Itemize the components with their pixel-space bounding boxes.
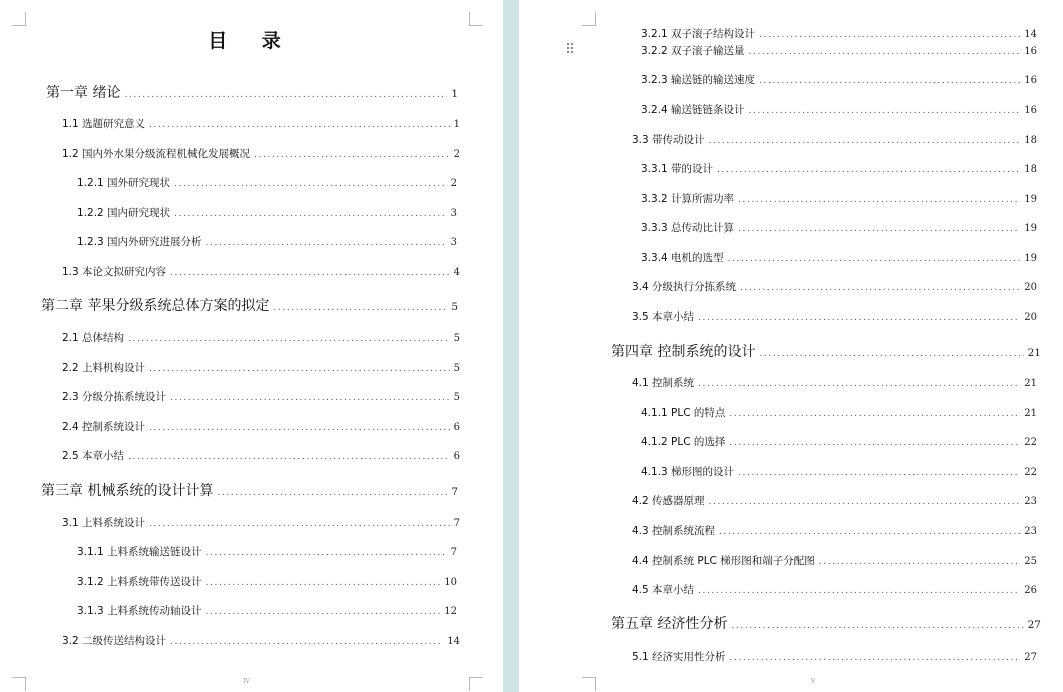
toc-dot-leader: [206, 578, 441, 588]
toc-entry-page: 16: [1024, 105, 1037, 116]
toc-entry[interactable]: [641, 43, 1037, 58]
toc-entry[interactable]: [632, 582, 1037, 597]
toc-entry[interactable]: [632, 553, 1037, 568]
toc-entry-title: 2.1 总体结构: [62, 332, 125, 344]
toc-entry[interactable]: [62, 330, 460, 345]
toc-entry-title: 3.5 本章小结: [632, 311, 695, 323]
toc-entry[interactable]: [632, 309, 1037, 324]
toc-dot-leader: [740, 283, 1020, 293]
toc-entry-title: 3.2.1 双子滚子结构设计: [641, 28, 756, 40]
toc-title: 目 录: [208, 30, 295, 52]
toc-entry-page: 1: [453, 119, 460, 130]
toc-dot-leader: [149, 364, 450, 374]
toc-entry-page: 19: [1024, 253, 1037, 264]
toc-entry-page: 5: [451, 301, 458, 313]
toc-dot-leader: [273, 303, 447, 313]
toc-entry-title: 4.5 本章小结: [632, 584, 695, 596]
crop-mark: [469, 677, 483, 691]
toc-entry-title: 2.3 分级分拣系统设计: [62, 391, 167, 403]
toc-entry[interactable]: [632, 493, 1037, 508]
toc-entry-title: 第二章 苹果分级系统总体方案的拟定: [41, 298, 270, 314]
toc-entry-page: 10: [444, 577, 457, 588]
toc-entry[interactable]: [77, 603, 457, 618]
toc-entry-page: 6: [453, 422, 460, 433]
toc-entry-title: 3.2.4 输送链链条设计: [641, 104, 745, 116]
toc-entry[interactable]: [641, 161, 1037, 176]
toc-entry[interactable]: [62, 116, 460, 131]
toc-entry-page: 5: [453, 392, 460, 403]
toc-entry-title: 3.1.1 上料系统输送链设计: [77, 546, 202, 558]
toc-entry[interactable]: [77, 205, 457, 220]
toc-dot-leader: [759, 349, 1023, 359]
toc-entry[interactable]: [611, 341, 1041, 361]
toc-dot-leader: [717, 165, 1020, 175]
toc-entry-page: 5: [453, 333, 460, 344]
toc-entry[interactable]: [77, 544, 457, 559]
toc-entry-title: 第一章 绪论: [46, 85, 121, 101]
toc-entry-title: 4.4 控制系统 PLC 梯形图和端子分配图: [632, 555, 815, 567]
toc-dot-leader: [206, 238, 447, 248]
toc-dot-leader: [730, 653, 1021, 663]
toc-entry-title: 5.1 经济实用性分析: [632, 651, 726, 663]
toc-entry[interactable]: [77, 574, 457, 589]
toc-dot-leader: [738, 224, 1020, 234]
toc-dot-leader: [174, 209, 447, 219]
toc-dot-leader: [709, 497, 1021, 507]
toc-entry-title: 2.4 控制系统设计: [62, 421, 146, 433]
page-number-left: IV: [243, 678, 250, 685]
toc-entry[interactable]: [641, 191, 1037, 206]
document-page-right: [519, 0, 1063, 692]
toc-entry-page: 18: [1024, 164, 1037, 175]
crop-mark: [469, 12, 483, 26]
toc-entry-title: 1.2.3 国内外研究进展分析: [77, 236, 202, 248]
toc-entry-title: 第三章 机械系统的设计计算: [41, 483, 214, 499]
toc-entry-page: 21: [1024, 408, 1037, 419]
toc-dot-leader: [759, 30, 1020, 40]
toc-entry-title: 1.1 选题研究意义: [62, 118, 146, 130]
crop-mark: [12, 12, 26, 26]
toc-entry-title: 3.3.3 总传动比计算: [641, 222, 735, 234]
toc-entry-page: 19: [1024, 223, 1037, 234]
toc-dot-leader: [738, 195, 1020, 205]
toc-entry-title: 1.2.1 国外研究现状: [77, 177, 171, 189]
toc-entry-page: 22: [1024, 437, 1037, 448]
toc-entry[interactable]: [62, 448, 460, 463]
toc-entry-page: 20: [1024, 282, 1037, 293]
toc-entry-page: 16: [1024, 46, 1037, 57]
toc-entry[interactable]: [641, 72, 1037, 87]
toc-entry[interactable]: [46, 82, 458, 102]
toc-entry-page: 7: [450, 547, 457, 558]
page-number-right: V: [811, 678, 816, 685]
toc-entry-title: 1.3 本论文拟研究内容: [62, 266, 167, 278]
toc-entry-page: 27: [1024, 652, 1037, 663]
toc-entry[interactable]: [632, 375, 1037, 390]
toc-entry-title: 3.4 分级执行分拣系统: [632, 281, 737, 293]
toc-entry[interactable]: [77, 234, 457, 249]
toc-entry[interactable]: [62, 419, 460, 434]
toc-entry-title: 第五章 经济性分析: [611, 616, 728, 632]
toc-entry[interactable]: [632, 523, 1037, 538]
toc-entry-page: 20: [1024, 312, 1037, 323]
toc-entry-page: 19: [1024, 194, 1037, 205]
toc-entry[interactable]: [77, 175, 457, 190]
toc-dot-leader: [170, 268, 450, 278]
toc-entry-title: 1.2 国内外水果分级流程机械化发展概况: [62, 148, 251, 160]
crop-mark: [582, 12, 596, 26]
toc-entry[interactable]: [641, 250, 1037, 265]
toc-dot-leader: [124, 90, 447, 100]
toc-entry[interactable]: [641, 405, 1037, 420]
toc-entry-page: 14: [1024, 29, 1037, 40]
toc-entry[interactable]: [62, 515, 460, 530]
toc-dot-leader: [719, 527, 1020, 537]
toc-entry-page: 2: [453, 149, 460, 160]
toc-entry-title: 第四章 控制系统的设计: [611, 344, 756, 360]
toc-entry[interactable]: [611, 613, 1041, 633]
toc-dot-leader: [729, 409, 1020, 419]
drag-handle-icon[interactable]: ⠿: [565, 42, 576, 58]
toc-entry-title: 3.1.2 上料系统带传送设计: [77, 576, 202, 588]
toc-dot-leader: [149, 120, 450, 130]
document-page-left: [0, 0, 503, 692]
toc-entry-page: 26: [1024, 585, 1037, 596]
toc-dot-leader: [709, 136, 1021, 146]
toc-entry-title: 3.3 带传动设计: [632, 134, 705, 146]
toc-entry-title: 1.2.2 国内研究现状: [77, 207, 171, 219]
toc-entry[interactable]: [41, 480, 458, 500]
toc-entry-page: 5: [453, 363, 460, 374]
toc-entry-title: 4.2 传感器原理: [632, 495, 705, 507]
toc-entry-page: 2: [450, 178, 457, 189]
toc-entry-page: 7: [451, 486, 458, 498]
toc-entry[interactable]: [62, 146, 460, 161]
toc-entry-title: 4.1.2 PLC 的选择: [641, 436, 726, 448]
page-gap: [503, 0, 519, 692]
toc-dot-leader: [749, 106, 1021, 116]
toc-entry[interactable]: [641, 434, 1037, 449]
toc-dot-leader: [149, 423, 450, 433]
toc-entry-page: 21: [1024, 378, 1037, 389]
toc-dot-leader: [749, 47, 1021, 57]
toc-entry-title: 2.5 本章小结: [62, 450, 125, 462]
toc-entry-page: 16: [1024, 75, 1037, 86]
toc-entry[interactable]: [641, 26, 1037, 41]
toc-dot-leader: [698, 586, 1020, 596]
toc-entry-title: 3.1 上料系统设计: [62, 517, 146, 529]
toc-dot-leader: [206, 607, 441, 617]
toc-dot-leader: [254, 150, 450, 160]
toc-entry-title: 4.3 控制系统流程: [632, 525, 716, 537]
toc-entry-title: 3.3.2 计算所需功率: [641, 193, 735, 205]
toc-entry-title: 4.1.1 PLC 的特点: [641, 407, 726, 419]
toc-entry[interactable]: [62, 264, 460, 279]
toc-entry[interactable]: [62, 360, 460, 375]
toc-entry[interactable]: [62, 389, 460, 404]
crop-mark: [582, 677, 596, 691]
toc-entry-page: 25: [1024, 556, 1037, 567]
toc-entry-title: 3.3.1 带的设计: [641, 163, 714, 175]
toc-entry-page: 4: [453, 267, 460, 278]
toc-dot-leader: [128, 334, 450, 344]
toc-dot-leader: [170, 637, 443, 647]
toc-dot-leader: [731, 621, 1023, 631]
toc-entry-page: 27: [1027, 619, 1041, 631]
toc-dot-leader: [819, 557, 1021, 567]
toc-entry-title: 3.1.3 上料系统传动轴设计: [77, 605, 202, 617]
toc-dot-leader: [698, 379, 1020, 389]
toc-entry-page: 18: [1024, 135, 1037, 146]
toc-dot-leader: [149, 519, 450, 529]
toc-dot-leader: [738, 468, 1020, 478]
toc-entry[interactable]: [641, 464, 1037, 479]
toc-entry[interactable]: [641, 102, 1037, 117]
toc-entry-page: 14: [447, 636, 460, 647]
toc-entry[interactable]: [641, 220, 1037, 235]
toc-dot-leader: [170, 393, 450, 403]
toc-entry-title: 4.1.3 梯形图的设计: [641, 466, 735, 478]
toc-entry-page: 3: [450, 208, 457, 219]
toc-entry-title: 3.2.3 输送链的输送速度: [641, 74, 756, 86]
toc-dot-leader: [174, 179, 447, 189]
crop-mark: [12, 677, 26, 691]
toc-entry-page: 23: [1024, 496, 1037, 507]
toc-entry-title: 3.3.4 电机的选型: [641, 252, 724, 264]
toc-entry[interactable]: [632, 279, 1037, 294]
toc-entry[interactable]: [41, 295, 458, 315]
toc-entry[interactable]: [632, 132, 1037, 147]
toc-entry-page: 6: [453, 451, 460, 462]
toc-dot-leader: [128, 452, 450, 462]
toc-dot-leader: [217, 488, 447, 498]
toc-dot-leader: [206, 548, 447, 558]
toc-dot-leader: [728, 254, 1021, 264]
toc-entry-page: 12: [444, 606, 457, 617]
toc-entry-title: 2.2 上料机构设计: [62, 362, 146, 374]
toc-entry-page: 1: [451, 88, 458, 100]
toc-entry-title: 3.2 二级传送结构设计: [62, 635, 167, 647]
toc-entry-page: 23: [1024, 526, 1037, 537]
toc-dot-leader: [698, 313, 1020, 323]
toc-entry-title: 3.2.2 双子滚子输送量: [641, 45, 745, 57]
toc-entry-page: 3: [450, 237, 457, 248]
toc-entry-page: 22: [1024, 467, 1037, 478]
toc-entry-page: 7: [453, 518, 460, 529]
toc-dot-leader: [759, 76, 1020, 86]
toc-entry-title: 4.1 控制系统: [632, 377, 695, 389]
toc-entry[interactable]: [62, 633, 460, 648]
toc-dot-leader: [729, 438, 1020, 448]
toc-entry-page: 21: [1027, 347, 1041, 359]
toc-entry[interactable]: [632, 649, 1037, 664]
